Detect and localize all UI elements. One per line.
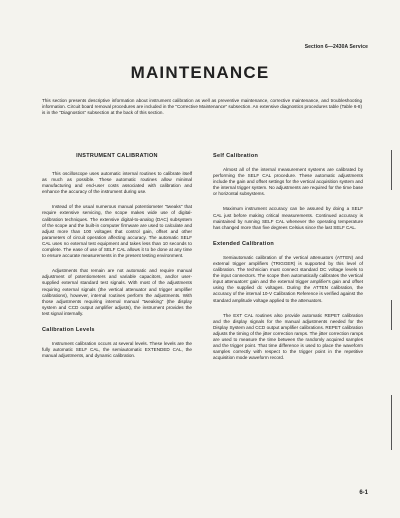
- paragraph: The EXT CAL routines also provide automatic REPET calibration and the display signals for the manual adjustments needed for the Display System and CCD output amplifier calibrations. REPET calibration adjusts the timing of the jitter correction ramps. The jitter correction ramps are used to measure the time between the randomly acquired samples and the trigger point. That time difference is used to place the waveform samples correctly with respect to the trigger point in the repetitive acquisition mode waveform record.: [213, 312, 363, 361]
- paragraph: Semiautomatic calibration of the vertical attenuators (ATTEN) and external trigger amplifiers (TRIGGER) is supported by this level of calibration. The technician must connect standard DC voltage levels to the input connectors. The scope then automatically calibrates the vertical input attenuators' gain and the external trigger amplifier's gain and offset using the supplied dc voltages. During the ATTEN calibration, the accuracy of the internal 10-V Calibration Reference is verified against the standard amplitude voltage applied to the attenuators.: [213, 254, 363, 303]
- paragraph: Adjustments that remain are not automatic and require manual adjustment of potentiometers and variable capacitors, and/or user-supplied external standard test signals. With most of the adjustments requiring external signals (the vertical attenuator and trigger amplifier calibrations), however, internal routines perform the adjustments. With those adjustments requiring internal manual "tweaking" (the display system and CCD output amplifier adjusts), the instrument provides the test signal internally.: [42, 268, 192, 316]
- paragraph: Instead of the usual numerous manual potentiometer "tweaks" that require extensive servicing, the scope makes wide use of digital-calibration techniques. The extensive digital-to-analog (DAC) subsystem of the scope and the built-in computer firmware are used to calculate and adjust more than 100 voltages that control gain, offset and other parameters of circuit operation affecting accuracy. The automatic SELF CAL uses no external test equipment and takes less than 10 seconds to complete. The ease of use of SELF CAL allows it to be done at any time to ensure accurate measurements in the present testing environment.: [42, 204, 192, 259]
- left-column: [42, 153, 192, 368]
- right-column: [213, 153, 363, 370]
- intro-paragraph: This section presents descriptive information about instrument calibration as well as preventive maintenance, corrective maintenance, and troubleshooting information. Circuit board removal procedures are included in the "Corrective Maintenance" subsection. An extensive diagnostics procedures table (Table 6-8) is in the "Diagnostics" subsection at the back of this section.: [42, 98, 362, 116]
- margin-change-bar: [391, 300, 392, 330]
- paragraph: Instrument calibration occurs at several levels. These levels are the fully automatic SELF CAL, the semiautomatic EXTENDED CAL, the manual adjustments, and dynamic calibration.: [42, 340, 192, 359]
- extended-calibration-heading: Extended Calibration: [213, 240, 275, 247]
- paragraph: This oscilloscope uses automatic internal routines to calibrate itself as much as possible. These automatic routines allow minimal manufacturing and end-user costs associated with calibration and enhance the accuracy of the instrument during use.: [42, 171, 192, 195]
- margin-change-bar: [391, 150, 392, 190]
- paragraph: Almost all of the internal measurement systems are calibrated by performing the SELF CAL procedure. These automatic adjustments include the gain and offset settings for the vertical acquisition system and the internal trigger system. No adjustments are required for the time base or horizontal subsystems.: [213, 167, 363, 197]
- self-calibration-heading: Self Calibration: [213, 153, 259, 159]
- margin-change-bar: [391, 395, 392, 450]
- paragraph: Maximum instrument accuracy can be assured by doing a SELF CAL just before making critical measurements. Continued accuracy is maintained by running SELF CAL whenever the operating temperature has changed more than five degrees Celsius since the last SELF CAL.: [213, 206, 363, 230]
- section-label: Section 6—2430A Service: [304, 44, 368, 50]
- page-title: MAINTENANCE: [130, 63, 270, 82]
- calibration-levels-heading: Calibration Levels: [42, 326, 95, 333]
- instrument-calibration-heading: INSTRUMENT CALIBRATION: [76, 153, 158, 159]
- page-number: 6-1: [359, 490, 368, 496]
